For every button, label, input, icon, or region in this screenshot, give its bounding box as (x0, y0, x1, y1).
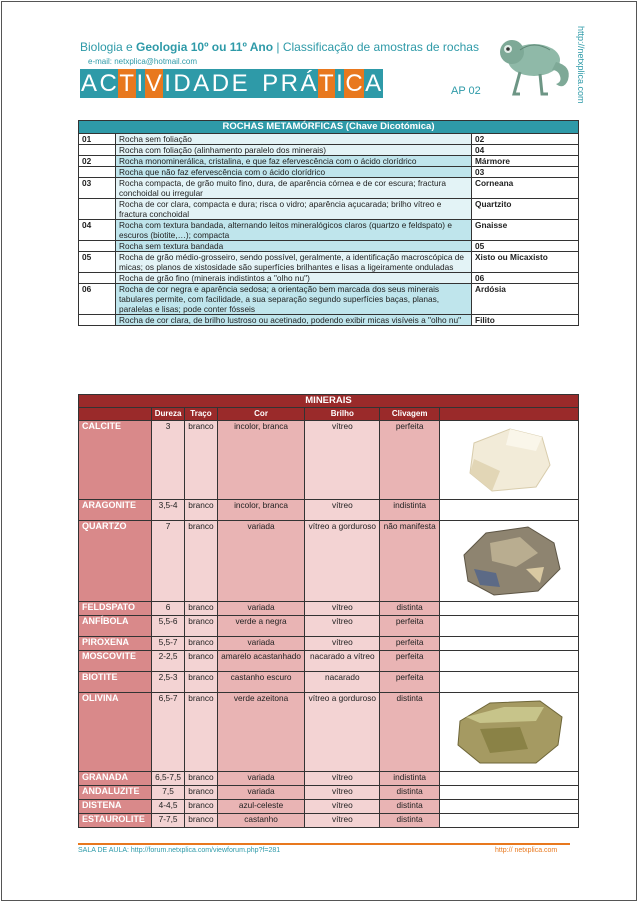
side-url[interactable]: http://netxplica.com (576, 26, 586, 104)
banner-letter: C (99, 70, 118, 97)
key-row (79, 145, 579, 156)
hardness-cell: 6 (152, 602, 185, 616)
key-row (79, 315, 579, 326)
sample-image-cell (440, 616, 579, 637)
sample-image-cell (440, 651, 579, 672)
sample-image-cell (440, 521, 579, 602)
cleavage-cell: distinta (380, 786, 440, 800)
key-row (79, 178, 579, 199)
key-description: Rocha de cor clara, compacta e dura; risca o vidro; aparência açucarada; brilho vítreo e fractura conchoidal (116, 199, 472, 220)
key-result: 02 (472, 134, 579, 145)
key-description: Rocha sem textura bandada (116, 241, 472, 252)
key-row (79, 134, 579, 145)
luster-cell: vítreo (305, 602, 380, 616)
banner-letter: T (119, 70, 135, 97)
banner-letter: V (145, 70, 163, 97)
key-step-number: 04 (79, 220, 116, 241)
key-description: Rocha com textura bandada, alternando leitos mineralógicos claros (quartzo e feldspato) e escuros (biotite,…); compacta (116, 220, 472, 241)
cleavage-cell: distinta (380, 814, 440, 828)
luster-cell: vítreo (305, 637, 380, 651)
banner-letter: I (336, 70, 344, 97)
mineral-name: PIROXENA (79, 637, 152, 651)
key-result: 04 (472, 145, 579, 156)
key-step-number (79, 241, 116, 252)
column-header: Cor (217, 408, 305, 421)
mineral-row (79, 602, 579, 616)
mineral-row (79, 651, 579, 672)
sample-image-cell (440, 637, 579, 651)
key-result: 06 (472, 273, 579, 284)
streak-cell: branco (185, 637, 218, 651)
hardness-cell: 6,5-7 (152, 693, 185, 772)
sample-image-cell (440, 421, 579, 500)
mineral-row (79, 672, 579, 693)
subject-line (80, 40, 479, 54)
hardness-cell: 6,5-7,5 (152, 772, 185, 786)
mineral-name: DISTENA (79, 800, 152, 814)
color-cell: variada (217, 521, 305, 602)
metamorphic-title: ROCHAS METAMÓRFICAS (Chave Dicotómica) (79, 121, 579, 134)
banner-letter: E (231, 70, 249, 97)
luster-cell: vítreo (305, 616, 380, 637)
hardness-cell: 2,5-3 (152, 672, 185, 693)
luster-cell: vítreo (305, 500, 380, 521)
streak-cell: branco (185, 521, 218, 602)
cleavage-cell: perfeita (380, 672, 440, 693)
cleavage-cell: indistinta (380, 772, 440, 786)
streak-cell: branco (185, 602, 218, 616)
luster-cell: vítreo a gorduroso (305, 521, 380, 602)
footer-forum-link[interactable]: SALA DE AULA: http://forum.netxplica.com/viewforum.php?f=281 (78, 847, 281, 854)
key-description: Rocha compacta, de grão muito fino, dura, de aparência córnea e de cor escura; fractura conchoidal ou irregular (116, 178, 472, 199)
key-step-number: 06 (79, 284, 116, 315)
key-result: 05 (472, 241, 579, 252)
banner-letter: R (280, 70, 299, 97)
column-header: Clivagem (380, 408, 440, 421)
hardness-cell: 5,5-7 (152, 637, 185, 651)
mineral-name: BIOTITE (79, 672, 152, 693)
mineral-row (79, 693, 579, 772)
mineral-name: ANDALUZITE (79, 786, 152, 800)
streak-cell: branco (185, 800, 218, 814)
cleavage-cell: perfeita (380, 421, 440, 500)
key-description: Rocha que não faz efervescência com o ácido clorídrico (116, 167, 472, 178)
cleavage-cell: perfeita (380, 637, 440, 651)
mineral-row (79, 786, 579, 800)
key-step-number: 01 (79, 134, 116, 145)
color-cell: variada (217, 637, 305, 651)
activity-code: AP 02 (451, 85, 481, 97)
key-row (79, 273, 579, 284)
hardness-cell: 7,5 (152, 786, 185, 800)
metamorphic-key-table (78, 120, 579, 326)
key-result: 03 (472, 167, 579, 178)
mineral-name: ARAGONITE (79, 500, 152, 521)
color-cell: variada (217, 772, 305, 786)
key-step-number (79, 273, 116, 284)
olivine-sample-image (440, 693, 578, 769)
streak-cell: branco (185, 772, 218, 786)
luster-cell: vítreo (305, 421, 380, 500)
key-result: Xisto ou Micaxisto (472, 252, 579, 273)
key-description: Rocha monominerálica, cristalina, e que faz efervescência com o ácido clorídrico (116, 156, 472, 167)
streak-cell: branco (185, 651, 218, 672)
key-description: Rocha de grão médio-grosseiro, sendo possível, geralmente, a identificação macroscópica de micas; os planos de xistosidade são superfícies brilhantes e lisas a ligeiramente onduladas (116, 252, 472, 273)
banner-letter: Á (300, 70, 317, 97)
mineral-row (79, 421, 579, 500)
banner-letter: T (318, 70, 335, 97)
key-result: Mármore (472, 156, 579, 167)
hardness-cell: 5,5-6 (152, 616, 185, 637)
luster-cell: nacarado a vítreo (305, 651, 380, 672)
color-cell: variada (217, 602, 305, 616)
color-cell: verde a negra (217, 616, 305, 637)
streak-cell: branco (185, 500, 218, 521)
key-row (79, 167, 579, 178)
subject-suffix: | Classificação de amostras de rochas (273, 40, 479, 54)
mineral-name: ANFÍBOLA (79, 616, 152, 637)
quartz-sample-image (440, 521, 578, 599)
key-step-number: 03 (79, 178, 116, 199)
mineral-row (79, 637, 579, 651)
banner-letter (249, 69, 261, 98)
color-cell: incolor, branca (217, 500, 305, 521)
cleavage-cell: não manifesta (380, 521, 440, 602)
mineral-name: QUARTZO (79, 521, 152, 602)
mineral-name: FELDSPATO (79, 602, 152, 616)
key-step-number: 05 (79, 252, 116, 273)
key-description: Rocha de cor clara, de brilho lustroso ou acetinado, podendo exibir micas visíveis a "olho nu" (116, 315, 472, 326)
column-header: Brilho (305, 408, 380, 421)
streak-cell: branco (185, 814, 218, 828)
mineral-name: CALCITE (79, 421, 152, 500)
hardness-cell: 4-4,5 (152, 800, 185, 814)
banner-letter: A (81, 70, 98, 97)
mineral-name: MOSCOVITE (79, 651, 152, 672)
streak-cell: branco (185, 786, 218, 800)
cleavage-cell: indistinta (380, 500, 440, 521)
key-step-number: 02 (79, 156, 116, 167)
subject-prefix: Biologia e (80, 40, 137, 54)
mineral-row (79, 814, 579, 828)
minerals-title: MINERAIS (79, 395, 579, 408)
key-result: Filito (472, 315, 579, 326)
luster-cell: vítreo (305, 800, 380, 814)
key-row (79, 252, 579, 273)
hardness-cell: 3,5-4 (152, 500, 185, 521)
color-cell: variada (217, 786, 305, 800)
color-cell: azul-celeste (217, 800, 305, 814)
key-row (79, 156, 579, 167)
key-row (79, 284, 579, 315)
luster-cell: vítreo (305, 814, 380, 828)
hardness-cell: 7 (152, 521, 185, 602)
key-step-number (79, 145, 116, 156)
mineral-row (79, 616, 579, 637)
mineral-name: OLIVINA (79, 693, 152, 772)
key-description: Rocha com foliação (alinhamento paralelo dos minerais) (116, 145, 472, 156)
mineral-name: GRANADA (79, 772, 152, 786)
color-cell: amarelo acastanhado (217, 651, 305, 672)
key-result: Quartzito (472, 199, 579, 220)
streak-cell: branco (185, 616, 218, 637)
column-header: Dureza (152, 408, 185, 421)
banner-letter: I (136, 70, 144, 97)
key-description: Rocha sem foliação (116, 134, 472, 145)
cleavage-cell: perfeita (380, 651, 440, 672)
hardness-cell: 3 (152, 421, 185, 500)
key-description: Rocha de cor negra e aparência sedosa; a orientação bem marcada dos seus minerais tabulares permite, com facilidade, a sua separação segundo superfícies baças, planas, paralelas e lisas; pode conter fósseis (116, 284, 472, 315)
mineral-row (79, 500, 579, 521)
footer-site-link[interactable]: http:// netxplica.com (495, 847, 558, 854)
color-cell: castanho (217, 814, 305, 828)
streak-cell: branco (185, 421, 218, 500)
sample-image-cell (440, 814, 579, 828)
luster-cell: vítreo (305, 772, 380, 786)
sample-image-cell (440, 500, 579, 521)
cleavage-cell: distinta (380, 602, 440, 616)
sample-image-cell (440, 800, 579, 814)
banner-letter: D (173, 70, 192, 97)
key-result: Gnaisse (472, 220, 579, 241)
banner-letter: D (211, 70, 230, 97)
cleavage-cell: distinta (380, 800, 440, 814)
color-cell: verde azeitona (217, 693, 305, 772)
sample-image-cell (440, 602, 579, 616)
key-row (79, 199, 579, 220)
key-row (79, 241, 579, 252)
sample-image-cell (440, 693, 579, 772)
column-header: Traço (185, 408, 218, 421)
luster-cell: vítreo a gorduroso (305, 693, 380, 772)
key-row (79, 220, 579, 241)
banner-letter: P (262, 70, 279, 97)
header-image-col (440, 408, 579, 421)
key-result: Ardósia (472, 284, 579, 315)
mineral-name: ESTAUROLITE (79, 814, 152, 828)
sample-image-cell (440, 672, 579, 693)
hardness-cell: 2-2,5 (152, 651, 185, 672)
minerals-table (78, 394, 579, 828)
key-description: Rocha de grão fino (minerais indistintos a "olho nu") (116, 273, 472, 284)
color-cell: castanho escuro (217, 672, 305, 693)
banner-letter: A (365, 70, 382, 97)
header-blank (79, 408, 152, 421)
hardness-cell: 7-7,5 (152, 814, 185, 828)
key-step-number (79, 315, 116, 326)
sample-image-cell (440, 786, 579, 800)
color-cell: incolor, branca (217, 421, 305, 500)
mineral-row (79, 800, 579, 814)
sample-image-cell (440, 772, 579, 786)
luster-cell: nacarado (305, 672, 380, 693)
banner-letter: C (345, 70, 364, 97)
key-step-number (79, 199, 116, 220)
streak-cell: branco (185, 693, 218, 772)
banner-letter: I (164, 70, 172, 97)
email-text: e-mail: netxplica@hotmail.com (88, 57, 198, 66)
key-result: Corneana (472, 178, 579, 199)
calcite-sample-image (440, 421, 578, 497)
cleavage-cell: perfeita (380, 616, 440, 637)
chameleon-logo (490, 30, 580, 102)
mineral-row (79, 772, 579, 786)
streak-cell: branco (185, 672, 218, 693)
banner-letter: A (193, 70, 210, 97)
mineral-row (79, 521, 579, 602)
luster-cell: vítreo (305, 786, 380, 800)
subject-bold: Geologia 10º ou 11º Ano (136, 40, 274, 54)
cleavage-cell: distinta (380, 693, 440, 772)
key-step-number (79, 167, 116, 178)
activity-banner (80, 69, 383, 98)
footer-rule (78, 843, 570, 845)
